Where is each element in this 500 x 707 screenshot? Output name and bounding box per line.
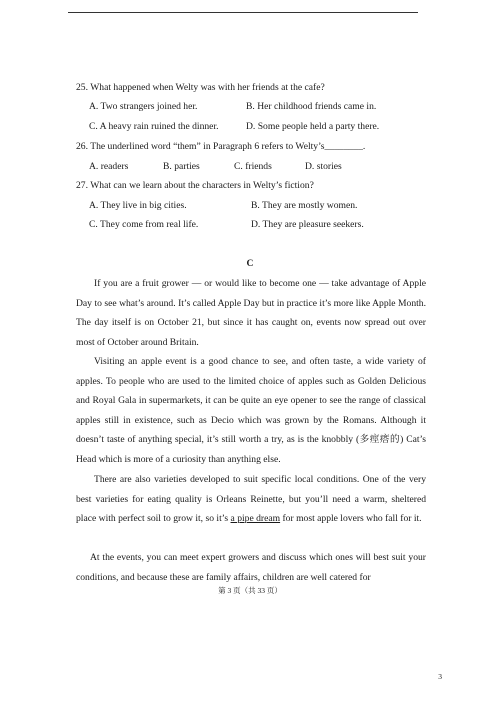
question-26-option-a: A. readers	[89, 161, 129, 172]
question-27-option-b: B. They are mostly women.	[251, 200, 358, 211]
question-27-option-c: C. They come from real life.	[89, 219, 199, 230]
question-27-stem: 27. What can we learn about the characters in Welty’s fiction?	[76, 180, 314, 191]
paragraph-4-text: At the events, you can meet expert growers and discuss which ones will best suit your conditions, and because these are family affairs, children are well catered for	[76, 552, 426, 583]
question-27-option-a: A. They live in big cities.	[89, 200, 187, 211]
paragraph-4	[76, 548, 426, 587]
paragraph-3-text-before: There are also varieties developed to suit specific local conditions. One of the very best varieties for eating quality is Orleans Reinette, but you’ll need a warm, sheltered place with perfect soil to grow it, so it’s	[76, 474, 426, 524]
question-26-option-c: C. friends	[234, 161, 272, 172]
question-25-option-c: C. A heavy rain ruined the dinner.	[89, 121, 219, 132]
paragraph-1	[76, 274, 426, 352]
header-rule	[68, 12, 418, 13]
question-26-stem: 26. The underlined word “them” in Paragraph 6 refers to Welty’s________.	[76, 141, 366, 152]
page-number: 3	[438, 672, 442, 681]
question-25-option-b: B. Her childhood friends came in.	[246, 101, 377, 112]
question-26-option-b: B. parties	[163, 161, 200, 172]
paragraph-2-text: Visiting an apple event is a good chance to see, and often taste, a wide variety of apples. To people who are used to the limited choice of apples such as Golden Delicious and Royal Gala in supermarkets, it can be quite an eye opener to see the range of classical apples still in existence, such as Decio which was grown by the Romans. Although it doesn’t taste of anything special, it’s still worth a try, as is the knobbly (多痙瘩的) Cat’s Head which is more of a curiosity than anything else.	[76, 356, 426, 465]
page-footer: 第 3 页（共 33 页）	[218, 586, 282, 595]
paragraph-3-text-after: for most apple lovers who fall for it.	[280, 513, 422, 524]
question-26-option-d: D. stories	[305, 161, 342, 172]
paragraph-1-text: If you are a fruit grower — or would like to become one — take advantage of Apple Day to see what’s around. It’s called Apple Day but in practice it’s more like Apple Month. The day itself is on October 21, but since it has caught on, events now spread out over most of October around Britain.	[76, 278, 426, 348]
question-27-option-d: D. They are pleasure seekers.	[251, 219, 364, 230]
paragraph-2	[76, 352, 426, 469]
question-25-option-a: A. Two strangers joined her.	[89, 101, 198, 112]
question-25-option-d: D. Some people held a party there.	[246, 121, 380, 132]
section-label: C	[246, 258, 254, 269]
paragraph-3	[76, 470, 426, 529]
question-25-stem: 25. What happened when Welty was with her friends at the cafe?	[76, 82, 325, 93]
underlined-phrase: a pipe dream	[230, 513, 281, 524]
